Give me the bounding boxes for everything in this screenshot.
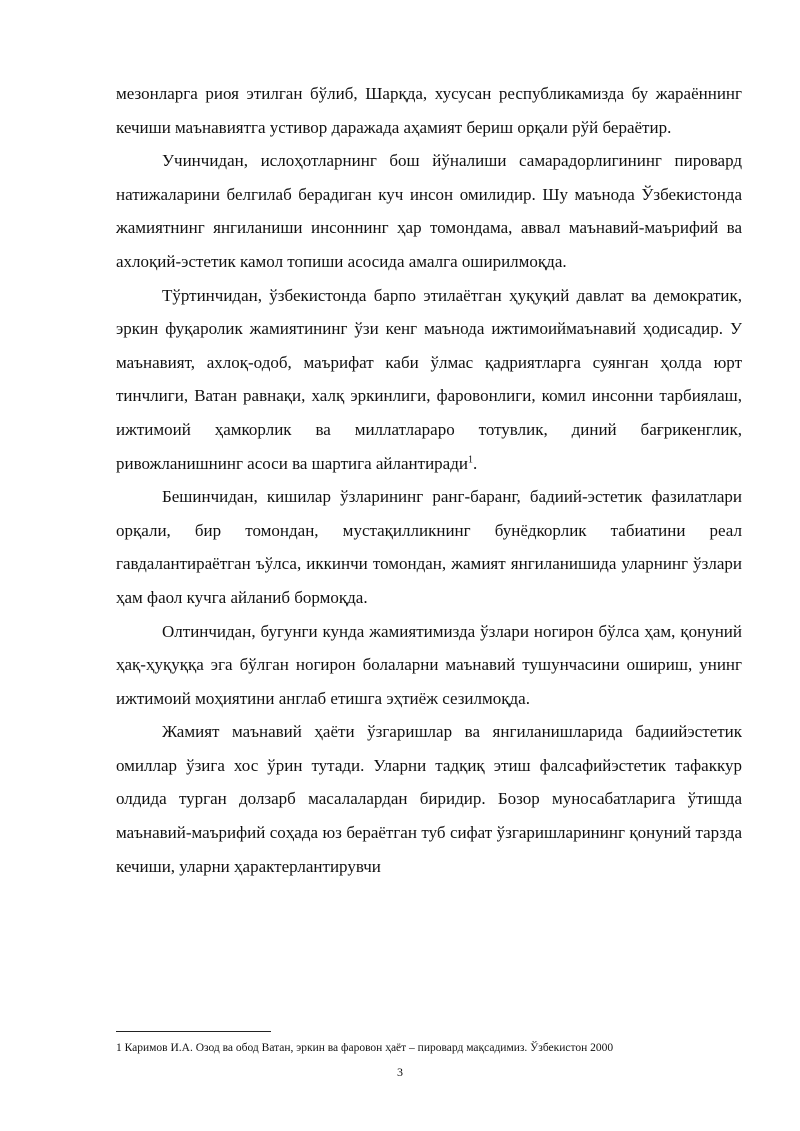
paragraph-3-text: Тўртинчидан, ўзбекистонда барпо этилаётган ҳуқуқий давлат ва демократик, эркин фуқаролик жамиятининг ўзи кенг маънода ижтимоиймаънавий ҳодисадир. У маънавият, ахлоқ-одоб, маърифат каби ўлмас қадриятларга суянган ҳолда юрт тинчлиги, Ватан равнақи, халқ эркинлиги, фаровонлиги, комил инсонни тарбиялаш, ижтимоий ҳамкорлик ва миллатлараро тотувлик, диний бағрикенглик, ривожланишнинг асоси ва шартига айлантиради [116,285,742,473]
page-number: 3 [397,1065,403,1079]
paragraph-3-tail: . [472,453,478,473]
footnote-separator [116,1031,271,1032]
paragraph-4: Бешинчидан, кишилар ўзларининг ранг-баранг, бадиий-эстетик фазилатлари орқали, бир томондан, мустақилликнинг бунёдкорлик табиатини реал гавдалантираётган ъўлса, иккинчи томондан, жамият янгиланишида уларнинг ўзлари ҳам фаол кучга айланиб бормоқда. [116,487,742,607]
paragraph-6: Жамият маънавий ҳаёти ўзгаришлар ва янгиланишларида бадиийэстетик омиллар ўзига хос ўрин тутади. Уларни тадқиқ этиш фалсафийэстетик тафаккур олдида турган долзарб масалалардан биридир. Бозор муносабатларига ўтишда маънавий-маърифий соҳада юз бераётган туб сифат ўзгаришларининг қонуний тарзда кечиши, уларни ҳарактерлантирувчи [116,722,742,876]
paragraph-2: Учинчидан, ислоҳотларнинг бош йўналиши самарадорлигининг пировард натижаларини белгилаб берадиган куч инсон омилидир. Шу маънода Ўзбекистонда жамиятнинг янгиланиши инсоннинг ҳар томондама, аввал маънавий-маърифий ва ахлоқий-эстетик камол топиши асосида амалга оширилмоқда. [116,151,742,271]
footnote-text: 1 Каримов И.А. Озод ва обод Ватан, эркин ва фаровон ҳаёт – пировард мақсадимиз. Ўзбекистон 2000 [116,1042,614,1054]
paragraph-3 [116,279,742,481]
footnote-reference[interactable]: 1 [467,453,473,465]
paragraph-5: Олтинчидан, бугунги кунда жамиятимизда ўзлари ногирон бўлса ҳам, қонуний ҳақ-ҳуқуққа эга бўлган ногирон болаларни маънавий тушунчасини ошириш, унинг ижтимоий моҳиятини англаб етишга эҳтиёж сезилмоқда. [116,621,742,708]
paragraph-1: мезонларга риоя этилган бўлиб, Шарқда, хусусан республикамизда бу жараённинг кечиши маънавиятга устивор даражада аҳамият бериш орқали рўй бераётир. [116,84,742,137]
document-body [116,77,742,883]
